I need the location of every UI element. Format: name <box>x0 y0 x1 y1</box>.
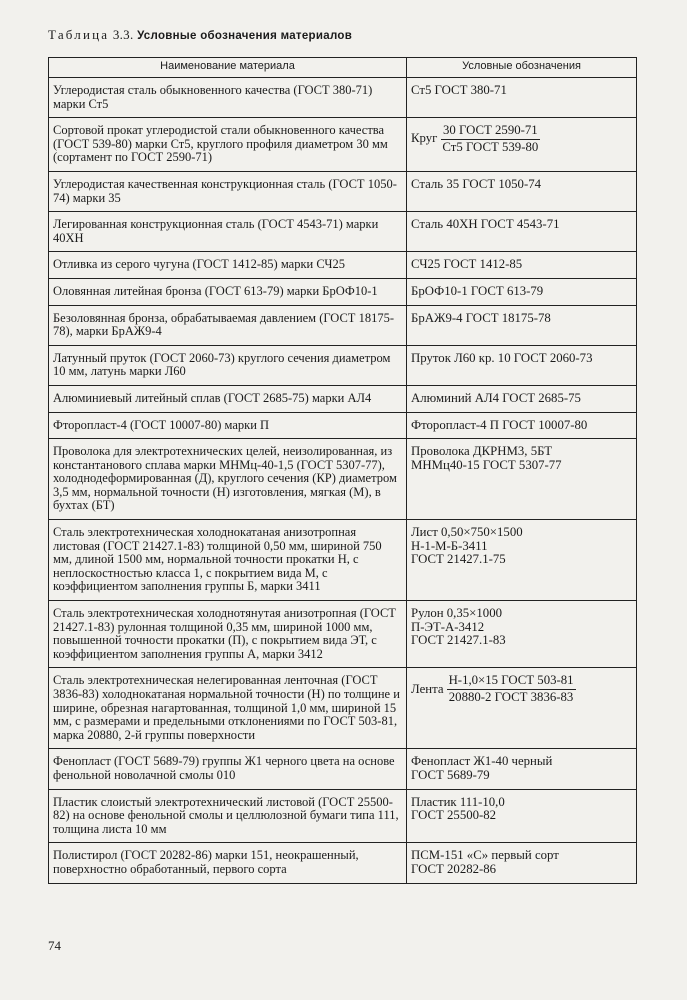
table-row <box>49 305 637 345</box>
material-name: Сталь электротехническая холоднотянутая анизотропная (ГОСТ 21427.1-83) рулонная толщиной 0,35 мм, шириной 1000 мм, повышенной точности прокатки (П), с покрытием вида ЭТ, с коэффициентом заполнения группы А, марки 3412 <box>49 601 407 668</box>
designation-line: Ст5 ГОСТ 380-71 <box>411 83 507 97</box>
material-designation <box>407 385 637 412</box>
table-row <box>49 412 637 439</box>
designation-line: Алюминий АЛ4 ГОСТ 2685-75 <box>411 390 581 405</box>
material-name: Пластик слоистый электротехнический листовой (ГОСТ 25500-82) на основе фенольной смолы и целлюлозной бумаги типа 111, толщина листа 10 мм <box>49 789 407 843</box>
caption-title: Условные обозначения материалов <box>137 30 353 42</box>
material-name: Оловянная литейная бронза (ГОСТ 613-79) марки БрОФ10-1 <box>49 278 407 305</box>
table-row <box>49 601 637 668</box>
designation-line: Н-1-М-Б-3411 <box>411 538 488 553</box>
designation-line: ГОСТ 21427.1-75 <box>411 552 506 567</box>
material-designation <box>407 412 637 439</box>
table-row <box>49 520 637 601</box>
table-row <box>49 749 637 789</box>
fraction-lead: Лента <box>411 681 444 696</box>
designation-line: ГОСТ 21427.1-83 <box>411 633 506 648</box>
material-name: Сортовой прокат углеродистой стали обыкновенного качества (ГОСТ 539-80) марки Ст5, круглого профиля диаметром 30 мм (сортамент по ГОСТ 2590-71) <box>49 118 407 172</box>
material-designation <box>407 520 637 601</box>
material-designation <box>407 78 637 118</box>
fraction-lead: Круг <box>411 131 438 146</box>
materials-table <box>48 57 637 884</box>
material-name: Проволока для электротехнических целей, неизолированная, из константанового сплава марки МНМц-40-1,5 (ГОСТ 5307-77), холоднодеформированная (Д), круглого сечения (КР) диаметром 3,5 мм, нормальной точности (Н) изготовления, мягкая (М), в бухтах (БТ) <box>49 439 407 520</box>
material-name: Полистирол (ГОСТ 20282-86) марки 151, неокрашенный, поверхностно обработанный, первого сорта <box>49 843 407 883</box>
table-row <box>49 78 637 118</box>
material-designation <box>407 212 637 252</box>
table-row <box>49 252 637 279</box>
table-row <box>49 439 637 520</box>
material-name: Углеродистая сталь обыкновенного качества (ГОСТ 380-71) марки Ст5 <box>49 78 407 118</box>
material-designation <box>407 749 637 789</box>
designation-fraction <box>411 124 632 154</box>
material-designation <box>407 789 637 843</box>
material-designation <box>407 345 637 385</box>
material-name: Безоловянная бронза, обрабатываемая давлением (ГОСТ 18175-78), марки БрАЖ9-4 <box>49 305 407 345</box>
material-designation <box>407 171 637 211</box>
material-name: Латунный пруток (ГОСТ 2060-73) круглого сечения диаметром 10 мм, латунь марки Л60 <box>49 345 407 385</box>
designation-line: БрОФ10-1 ГОСТ 613-79 <box>411 283 544 298</box>
designation-fraction <box>411 674 632 704</box>
designation-line: Сталь 35 ГОСТ 1050-74 <box>411 176 542 191</box>
material-name: Сталь электротехническая нелегированная ленточная (ГОСТ 3836-83) холоднокатаная нормальной точности (Н) по толщине и ширине, обрезная нагартованная, толщиной 1,0 мм, шириной 15 мм, с размерами и предельными отклонениями по ГОСТ 503-81, марка 20880, 2-й группы поверхности <box>49 668 407 749</box>
designation-line: Пластик 111-10,0 <box>411 794 505 809</box>
designation-line: МНМц40-15 ГОСТ 5307-77 <box>411 457 562 472</box>
table-row <box>49 118 637 172</box>
designation-line: ГОСТ 20282-86 <box>411 861 497 876</box>
material-designation <box>407 305 637 345</box>
caption-label: Таблица <box>48 27 110 42</box>
table-caption <box>48 27 352 43</box>
fraction-denominator: Ст5 ГОСТ 539-80 <box>442 139 539 154</box>
designation-line: ГОСТ 25500-82 <box>411 808 497 823</box>
table-row <box>49 278 637 305</box>
designation-line: П-ЭТ-А-3412 <box>411 619 485 634</box>
fraction-numerator: Н-1,0×15 ГОСТ 503-81 <box>447 674 576 690</box>
designation-line: Проволока ДКРНМ3, 5БТ <box>411 444 553 459</box>
table-header-row <box>49 58 637 78</box>
table-row <box>49 668 637 749</box>
designation-line: ГОСТ 5689-79 <box>411 767 490 782</box>
material-name: Углеродистая качественная конструкционная сталь (ГОСТ 1050-74) марки 35 <box>49 171 407 211</box>
material-name: Сталь электротехническая холоднокатаная анизотропная листовая (ГОСТ 21427.1-83) толщиной 0,50 мм, шириной 750 мм, длиной 1500 мм, нормальной точности прокатки Н, с неплоскостностью класса 1, с покрытием вида М, с коэффициентом заполнения группы Б, марки 3411 <box>49 520 407 601</box>
fraction-stack <box>440 124 540 154</box>
table-row <box>49 212 637 252</box>
fraction-denominator: 20880-2 ГОСТ 3836-83 <box>448 690 574 704</box>
fraction-stack <box>447 674 576 704</box>
table-row <box>49 345 637 385</box>
table-body <box>49 78 637 884</box>
material-designation <box>407 118 637 172</box>
caption-number: 3.3. <box>112 27 134 42</box>
designation-line: Лист 0,50×750×1500 <box>411 525 523 540</box>
material-name: Алюминиевый литейный сплав (ГОСТ 2685-75) марки АЛ4 <box>49 385 407 412</box>
fraction-numerator: 30 ГОСТ 2590-71 <box>441 124 540 140</box>
material-designation <box>407 668 637 749</box>
header-material-name: Наименование материала <box>49 58 407 78</box>
table-row <box>49 789 637 843</box>
material-name: Отливка из серого чугуна (ГОСТ 1412-85) марки СЧ25 <box>49 252 407 279</box>
table-row <box>49 171 637 211</box>
material-designation <box>407 843 637 883</box>
material-designation <box>407 252 637 279</box>
designation-line: Пруток Л60 кр. 10 ГОСТ 2060-73 <box>411 350 593 365</box>
material-designation <box>407 278 637 305</box>
designation-line: СЧ25 ГОСТ 1412-85 <box>411 257 523 272</box>
page-number: 74 <box>48 938 61 953</box>
table-row <box>49 385 637 412</box>
designation-line: Фенопласт Ж1-40 черный <box>411 754 553 769</box>
table-row <box>49 843 637 883</box>
designation-line: Сталь 40ХН ГОСТ 4543-71 <box>411 217 560 232</box>
material-name: Фторопласт-4 (ГОСТ 10007-80) марки П <box>49 412 407 439</box>
designation-line: БрАЖ9-4 ГОСТ 18175-78 <box>411 310 551 325</box>
designation-line: Рулон 0,35×1000 <box>411 606 502 621</box>
material-designation <box>407 439 637 520</box>
designation-line: Фторопласт-4 П ГОСТ 10007-80 <box>411 417 588 432</box>
header-designation: Условные обозначения <box>407 58 637 78</box>
material-name: Фенопласт (ГОСТ 5689-79) группы Ж1 черного цвета на основе фенольной новолачной смолы 010 <box>49 749 407 789</box>
designation-line: ПСМ-151 «С» первый сорт <box>411 848 559 863</box>
material-name: Легированная конструкционная сталь (ГОСТ 4543-71) марки 40ХН <box>49 212 407 252</box>
material-designation <box>407 601 637 668</box>
